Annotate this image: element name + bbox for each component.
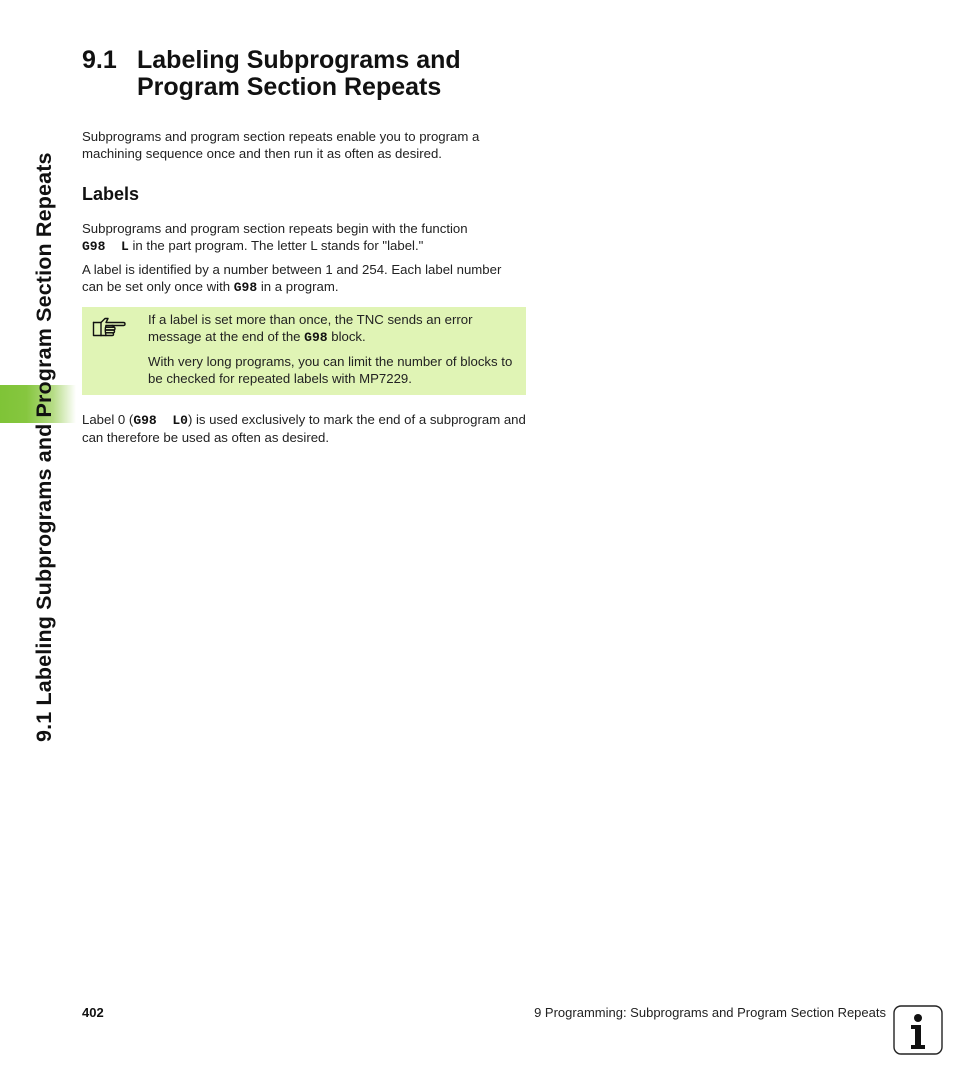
code-g98: G98 — [233, 279, 258, 295]
note-warning-text — [148, 312, 518, 346]
text: Subprograms and program section repeats begin with the function — [82, 221, 468, 236]
labels-paragraph-3 — [82, 412, 532, 446]
chapter-title: 9 Programming: Subprograms and Program Section Repeats — [534, 1005, 886, 1020]
intro-paragraph: Subprograms and program section repeats enable you to program a machining sequence once and then run it as often as desired. — [82, 129, 480, 161]
side-section-title: 9.1 Labeling Subprograms and Program Section Repeats — [32, 152, 56, 742]
text: A label is identified by a number between 1 and 254. Each label number can be set only once with — [82, 262, 502, 294]
info-icon — [893, 1005, 943, 1055]
text: ) is used exclusively to mark the end of a subprogram and can therefore be used as often as desired. — [82, 412, 526, 445]
code-g98-l0: G98 L0 — [133, 413, 188, 428]
text: Label 0 ( — [82, 412, 134, 427]
labels-heading: Labels — [82, 184, 140, 204]
page-number: 402 — [82, 1005, 104, 1020]
text: in a program. — [257, 278, 339, 294]
text: block. — [327, 328, 366, 344]
note-box — [82, 307, 526, 395]
code-g98-l: G98 L — [82, 238, 129, 254]
section-number: 9.1 — [82, 46, 117, 74]
pointing-hand-icon — [92, 316, 126, 340]
labels-paragraph-1 — [82, 221, 532, 255]
code-g98: G98 — [304, 329, 328, 345]
page-title — [82, 47, 517, 101]
labels-paragraph-2 — [82, 262, 502, 296]
section-title: Labeling Subprograms and Program Section Repeats — [137, 46, 461, 101]
text: If a label is set more than once, the TNC sends an error message at the end of the — [148, 312, 473, 344]
note-hint-text: With very long programs, you can limit the number of blocks to be checked for repeated labels with MP7229. — [148, 354, 513, 386]
text: in the part program. The letter L stands for "label." — [128, 237, 424, 253]
